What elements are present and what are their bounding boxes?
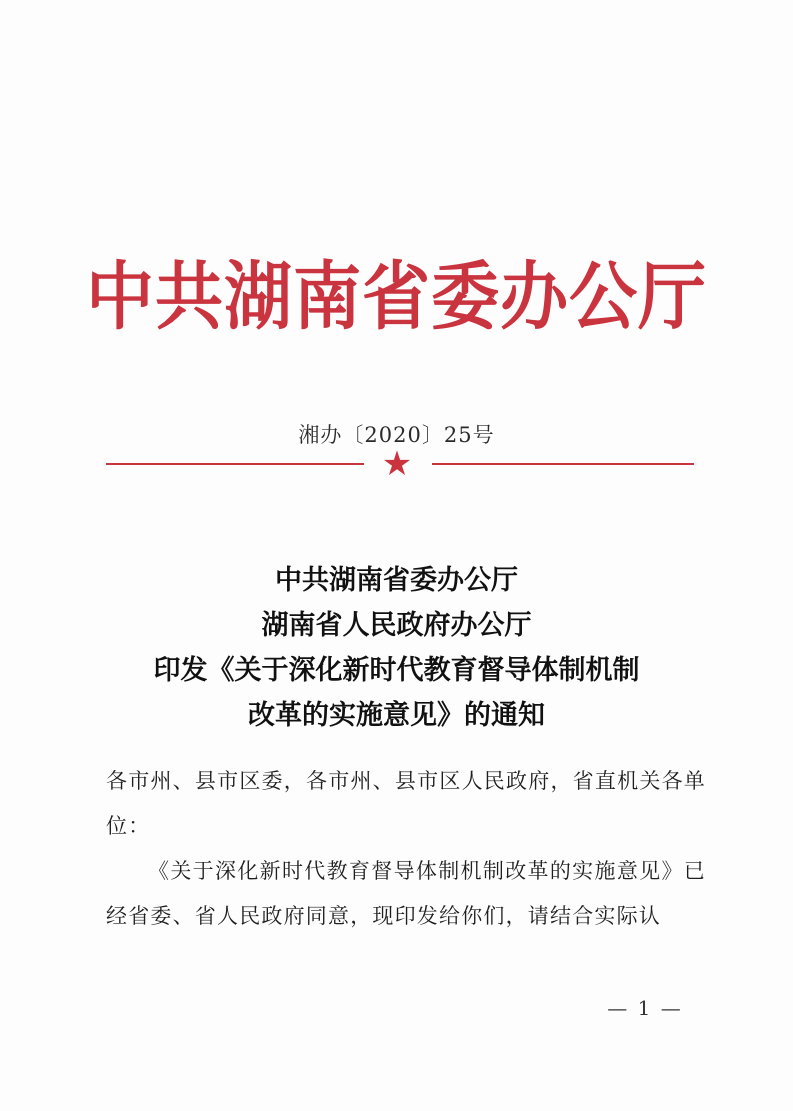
red-divider-right	[432, 463, 694, 465]
star-icon: ★	[381, 444, 413, 484]
title-line: 中共湖南省委办公厅	[275, 565, 518, 596]
masthead-title: 中共湖南省委办公厅	[86, 254, 707, 340]
document-number: 湘办〔2020〕25号	[298, 423, 495, 447]
page-number: — 1 —	[607, 996, 683, 1020]
body-text	[106, 759, 706, 939]
body-paragraph: 《关于深化新时代教育督导体制机制改革的实施意见》已经省委、省人民政府同意，现印发给你们，请结合实际认	[106, 859, 706, 928]
notice-title	[0, 558, 793, 738]
addressee-line: 各市州、县市区委，各市州、县市区人民政府，省直机关各单位：	[106, 769, 706, 838]
title-line: 印发《关于深化新时代教育督导体制机制	[153, 655, 640, 686]
title-line: 改革的实施意见》的通知	[248, 700, 545, 731]
red-divider-left	[106, 463, 364, 465]
title-line: 湖南省人民政府办公厅	[261, 610, 532, 641]
